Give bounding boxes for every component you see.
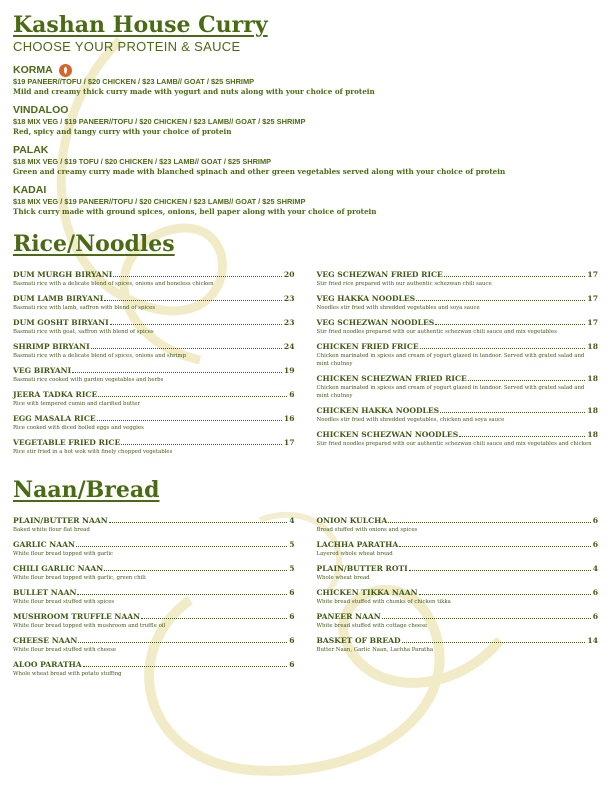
item-description: Basmati rice with goat, saffron with blend of spices <box>13 329 154 335</box>
item-price: 4 <box>289 516 295 525</box>
item-price: 6 <box>289 660 295 669</box>
menu-item <box>317 611 599 630</box>
item-price: 18 <box>587 406 598 415</box>
dot-leader <box>110 324 282 325</box>
item-description: Basmati rice with a delicate blend of spices, onions and shrimp <box>13 353 186 359</box>
item-price: 6 <box>592 612 598 621</box>
dot-leader <box>420 348 586 349</box>
dot-leader <box>382 618 591 619</box>
dot-leader <box>76 546 287 547</box>
item-name: EGG MASALA RICE <box>13 414 96 423</box>
item-price: 5 <box>289 564 295 573</box>
dot-leader <box>78 642 287 643</box>
item-name: CHILI GARLIC NAAN <box>13 564 104 573</box>
item-name: CHICKEN SCHEZWAN NOODLES <box>316 430 459 439</box>
curry-section <box>13 64 598 217</box>
menu-item <box>13 611 295 630</box>
item-price: 17 <box>283 438 295 447</box>
item-name: DUM MURGH BIRYANI <box>13 270 113 279</box>
naan-bread-section <box>13 477 598 683</box>
curry-name: VINDALOO <box>13 104 69 116</box>
item-price: 6 <box>289 588 295 597</box>
item-description: Bread stuffed with onions and spices <box>316 527 418 533</box>
item-price: 20 <box>283 270 295 279</box>
curry-prices: $18 MIX VEG / $19 TOFU / $20 CHICKEN / $23 LAMB// GOAT / $25 SHRIMP <box>13 157 272 166</box>
item-price: 5 <box>289 540 295 549</box>
rice-left-column <box>13 269 295 461</box>
dot-leader <box>141 618 287 619</box>
item-price: 19 <box>283 366 295 375</box>
item-price: 4 <box>592 564 598 573</box>
item-name: CHICKEN HAKKA NOODLES <box>316 406 440 415</box>
item-name: PANEER NAAN <box>316 612 381 621</box>
item-description: White flour bread stuffed with spices <box>13 599 115 605</box>
dot-leader <box>402 642 586 643</box>
item-price: 16 <box>283 414 295 423</box>
dot-leader <box>109 522 288 523</box>
dot-leader <box>399 546 590 547</box>
menu-item <box>317 563 599 582</box>
dot-leader <box>459 436 585 437</box>
curry-item-kadai <box>13 184 598 217</box>
naan-left-column <box>13 515 295 683</box>
item-description: White flour bread topped with garlic, green chili <box>13 575 146 581</box>
menu-item <box>317 341 599 368</box>
dot-leader <box>388 522 590 523</box>
dot-leader <box>440 412 585 413</box>
menu-item <box>317 515 599 534</box>
dot-leader <box>72 372 282 373</box>
item-price: 23 <box>283 294 295 303</box>
curry-prices: $18 MIX VEG / $19 PANEER//TOFU / $20 CHICKEN / $23 LAMB// GOAT / $25 SHRIMP <box>13 197 306 206</box>
item-name: BULLET NAAN <box>13 588 77 597</box>
item-name: DUM GOSHT BIRYANI <box>13 318 109 327</box>
item-price: 6 <box>289 636 295 645</box>
item-price: 14 <box>587 636 598 645</box>
item-description: Stir fried noodles prepared with our authentic schezwan chili sauce and mix vegetables <box>316 329 557 335</box>
dot-leader <box>419 594 591 595</box>
naan-right-column <box>317 515 599 683</box>
dot-leader <box>104 570 287 571</box>
menu-item <box>13 413 295 432</box>
item-description: Basmati rice cooked with garden vegetables and herbs <box>13 377 164 383</box>
menu-item <box>13 317 295 336</box>
menu-item <box>13 293 295 312</box>
item-price: 6 <box>592 540 598 549</box>
item-price: 24 <box>283 342 295 351</box>
item-name: JEERA TADKA RICE <box>13 390 98 399</box>
item-description: Layered whole wheat bread <box>316 551 393 557</box>
item-name: CHICKEN TIKKA NAAN <box>316 588 418 597</box>
item-name: CHEESE NAAN <box>13 636 78 645</box>
item-description: Whole wheat bread with potato stuffing <box>13 671 122 677</box>
item-price: 23 <box>283 318 295 327</box>
menu-item <box>13 515 295 534</box>
chili-icon <box>59 64 72 77</box>
item-price: 17 <box>587 318 598 327</box>
menu-item <box>13 539 295 558</box>
menu-item <box>317 317 599 336</box>
item-description: Baked white flour flat bread <box>13 527 90 533</box>
item-name: CHICKEN FRIED FRICE <box>316 342 419 351</box>
item-description: Stir fried noodles prepared with our authentic schezwan chili sauce and mix vegetables and chicken <box>316 441 592 447</box>
curry-prices: $19 PANEER//TOFU / $20 CHICKEN / $23 LAMB// GOAT / $25 SHRIMP <box>13 77 255 86</box>
item-description: Chicken marinated in spices and cream of yogurt glazed in tandoor. Served with grated salad and mint chutney <box>316 385 585 399</box>
curry-description: Green and creamy curry made with blanched spinach and other green vegetables served along with your choice of protein <box>13 167 506 176</box>
curry-item-vindaloo <box>13 104 598 137</box>
item-price: 18 <box>587 342 598 351</box>
item-name: DUM LAMB BIRYANI <box>13 294 104 303</box>
menu-item <box>317 293 599 312</box>
dot-leader <box>416 300 585 301</box>
item-description: Rice with tempered cumin and clarified butter <box>13 401 141 407</box>
curry-description: Mild and creamy thick curry made with yogurt and nuts along with your choice of protein <box>13 87 375 96</box>
menu-item <box>13 269 295 288</box>
dot-leader <box>83 666 288 667</box>
dot-leader <box>113 276 282 277</box>
item-price: 6 <box>592 588 598 597</box>
item-name: VEGETABLE FRIED RICE <box>13 438 121 447</box>
section-title-rice-noodles: Rice/Noodles <box>13 231 175 257</box>
menu-item <box>13 389 295 408</box>
dot-leader <box>409 570 591 571</box>
item-price: 6 <box>289 390 295 399</box>
item-description: Rice stir fried in a hot wok with finely chopped vegetables <box>13 449 173 455</box>
item-price: 6 <box>289 612 295 621</box>
item-name: VEG BIRYANI <box>13 366 72 375</box>
dot-leader <box>435 324 585 325</box>
menu-item <box>317 429 599 448</box>
menu-item <box>317 405 599 424</box>
item-description: Rice cooked with diced boiled eggs and veggies <box>13 425 144 431</box>
menu-item <box>317 635 599 654</box>
menu-subtitle: CHOOSE YOUR PROTEIN & SAUCE <box>13 39 241 54</box>
item-name: ALOO PARATHA <box>13 660 82 669</box>
item-description: Basmati rice with a delicate blend of spices, onions and boneless chicken <box>13 281 214 287</box>
dot-leader <box>77 594 287 595</box>
curry-name: KADAI <box>13 184 47 196</box>
item-name: VEG SCHEZWAN NOODLES <box>316 318 435 327</box>
curry-item-korma <box>13 64 598 97</box>
dot-leader <box>121 444 282 445</box>
item-price: 18 <box>587 430 598 439</box>
menu-item <box>13 437 295 456</box>
dot-leader <box>97 420 282 421</box>
rice-noodles-section <box>13 231 598 461</box>
menu-item <box>13 635 295 654</box>
menu-item <box>13 563 295 582</box>
item-name: VEG HAKKA NOODLES <box>316 294 416 303</box>
menu-item <box>317 587 599 606</box>
item-name: SHRIMP BIRYANI <box>13 342 90 351</box>
menu-item <box>317 539 599 558</box>
item-price: 18 <box>587 374 598 383</box>
menu-item <box>13 365 295 384</box>
item-description: Chicken marinated in spices and cream of yogurt glazed in tandoor. Served with grated salad and mint chutney <box>316 353 585 367</box>
curry-description: Thick curry made with ground spices, onions, bell paper along with your choice of protein <box>13 207 377 216</box>
item-name: ONION KULCHA <box>316 516 388 525</box>
item-description: Stir fried rice prepared with our authentic schezwan chili sauce <box>316 281 492 287</box>
item-description: White flour bread topped with garlic <box>13 551 114 557</box>
menu-item <box>13 341 295 360</box>
section-title-naan-bread: Naan/Bread <box>13 477 160 503</box>
item-description: Noodles stir fried with shredded vegetables, chicken and soya sauce <box>316 417 505 423</box>
curry-description: Red, spicy and tangy curry with your choice of protein <box>13 127 232 136</box>
rice-right-column <box>317 269 599 461</box>
item-description: White flour bread topped with mushroom and truffle oil <box>13 623 166 629</box>
curry-name: PALAK <box>13 144 49 156</box>
item-name: GARLIC NAAN <box>13 540 75 549</box>
item-name: MUSHROOM TRUFFLE NAAN <box>13 612 141 621</box>
item-price: 17 <box>587 270 598 279</box>
item-description: Whole wheat bread <box>316 575 370 581</box>
dot-leader <box>468 380 586 381</box>
menu-item <box>13 587 295 606</box>
menu-item <box>13 659 295 678</box>
curry-item-palak <box>13 144 598 177</box>
item-description: White flour bread stuffed with cheese <box>13 647 117 653</box>
item-price: 6 <box>592 516 598 525</box>
dot-leader <box>104 300 282 301</box>
item-name: VEG SCHEZWAN FRIED RICE <box>316 270 443 279</box>
item-name: LACHHA PARATHA <box>316 540 399 549</box>
item-price: 17 <box>587 294 598 303</box>
item-description: Noodles stir fried with shredded vegetables and soya sauce <box>316 305 480 311</box>
item-name: CHICKEN SCHEZWAN FRIED RICE <box>316 374 467 383</box>
menu-title: Kashan House Curry <box>13 12 268 38</box>
item-description: Basmati rice with lamb, saffron with blend of spices <box>13 305 156 311</box>
item-name: PLAIN/BUTTER ROTI <box>316 564 408 573</box>
dot-leader <box>91 348 282 349</box>
dot-leader <box>98 396 287 397</box>
item-name: PLAIN/BUTTER NAAN <box>13 516 108 525</box>
item-name: BASKET OF BREAD <box>316 636 401 645</box>
curry-prices: $18 MIX VEG / $19 PANEER//TOFU / $20 CHICKEN / $23 LAMB// GOAT / $25 SHRIMP <box>13 117 306 126</box>
menu-item <box>317 373 599 400</box>
item-description: Butter Naan, Garlic Naan, Lachha Paratha <box>316 647 434 653</box>
item-description: White bread stuffed with chunks of chicken tikka <box>316 599 451 605</box>
menu-item <box>317 269 599 288</box>
curry-name: KORMA <box>13 64 53 76</box>
item-description: White bread stuffed with cottage cheese <box>316 623 428 629</box>
dot-leader <box>444 276 586 277</box>
